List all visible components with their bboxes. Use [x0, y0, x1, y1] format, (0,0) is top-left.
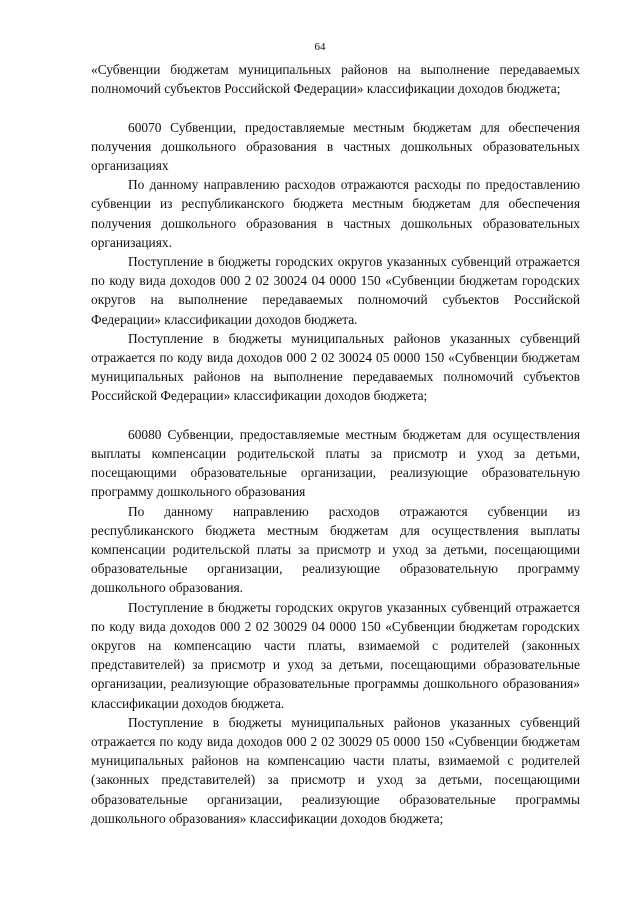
paragraph: По данному направлению расходов отражаются субвенции из республиканского бюджета местным бюджетам для осуществления выплаты компенсации родительской платы за присмотр и уход за детьми, посещающими образовательные организации, реализующие образовательную программу дошкольного образования. — [91, 503, 580, 596]
paragraph: Поступление в бюджеты городских округов указанных субвенций отражается по коду вида доходов 000 2 02 30024 04 0000 150 «Субвенции бюджетам городских округов на выполнение передаваемых полномочий субъектов Российской Федерации» классификации доходов бюджета. — [91, 254, 580, 327]
paragraph-gap — [91, 98, 580, 117]
paragraph-continuation: «Субвенции бюджетам муниципальных районов на выполнение передаваемых полномочий субъектов Российской Федерации» классификации доходов бюджета; — [91, 62, 580, 97]
paragraph: Поступление в бюджеты муниципальных районов указанных субвенций отражается по коду вида доходов 000 2 02 30029 05 0000 150 «Субвенции бюджетам муниципальных районов на компенсацию части платы, взимаемой с родителей (законных представителей) за присмотр и уход за детьми, посещающими образовательные организации, реализующие образовательные программы дошкольного образования» классификации доходов бюджета; — [91, 714, 580, 826]
paragraph: Поступление в бюджеты городских округов указанных субвенций отражается по коду вида доходов 000 2 02 30029 04 0000 150 «Субвенции бюджетам городских округов на компенсацию части платы, взимаемой с родителей (законных представителей) за присмотр и уход за детьми, посещающими образовательные организации, реализующие образовательные программы дошкольного образования» классификации доходов бюджета. — [91, 599, 580, 711]
page-number: 64 — [314, 41, 326, 53]
document-body — [91, 60, 580, 828]
section-heading-60080: 60080 Субвенции, предоставляемые местным бюджетам для осуществления выплаты компенсации родительской платы за присмотр и уход за детьми, посещающими образовательные организации, реализующие образовательную программу дошкольного образования — [91, 426, 580, 500]
section-heading-60070: 60070 Субвенции, предоставляемые местным бюджетам для обеспечения получения дошкольного образования в частных дошкольных образовательных организациях — [91, 119, 580, 173]
paragraph: Поступление в бюджеты муниципальных районов указанных субвенций отражается по коду вида доходов 000 2 02 30024 05 0000 150 «Субвенции бюджетам муниципальных районов на выполнение передаваемых полномочий субъектов Российской Федерации» классификации доходов бюджета; — [91, 330, 580, 404]
paragraph-gap — [91, 406, 580, 425]
paragraph: По данному направлению расходов отражаются расходы по предоставлению субвенции из республиканского бюджета местным бюджетам для обеспечения получения дошкольного образования в частных дошкольных образовательных организациях. — [91, 177, 580, 250]
